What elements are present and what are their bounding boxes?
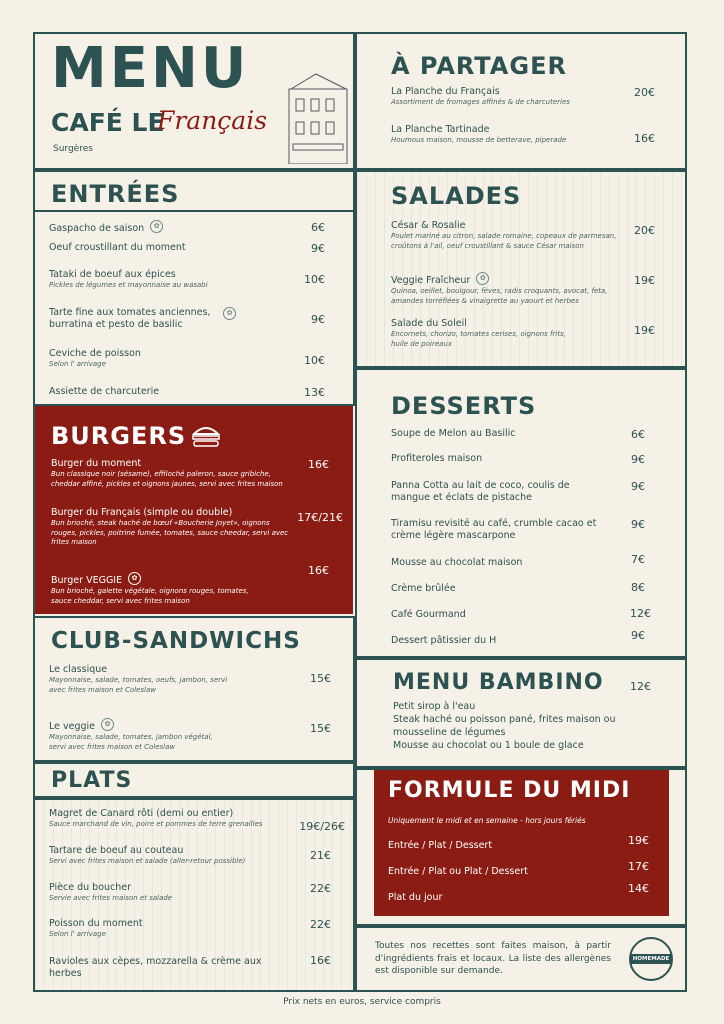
item-name: Crème brûlée (391, 583, 456, 594)
list-item (49, 956, 331, 980)
item-price: 22€ (310, 882, 331, 895)
list-item (49, 918, 331, 940)
item-desc: Mayonnaise, salade, tomates, oeufs, jambon, servi avec frites maison et Coleslaw (49, 676, 228, 694)
item-price: 7€ (631, 553, 645, 566)
cafe-name: CAFÉ LE (51, 108, 165, 137)
item-desc: Selon l' arrivage (49, 930, 106, 938)
item-name: Entrée / Plat ou Plat / Dessert (388, 866, 528, 877)
item-name: Dessert pâtissier du H (391, 635, 497, 646)
list-item (51, 564, 329, 606)
list-item (49, 307, 325, 331)
list-item (49, 216, 325, 235)
list-item (391, 480, 645, 504)
item-name: Ceviche de poisson (49, 348, 141, 359)
burgers-title: BURGERS (51, 422, 187, 450)
item-name: Pièce du boucher (49, 882, 132, 893)
item-desc: Assortiment de fromages affinés & de charcuteries (391, 98, 570, 106)
item-price: 15€ (310, 672, 331, 685)
item-price: 9€ (631, 629, 645, 642)
item-price: 9€ (631, 518, 645, 531)
formule-subtitle: Uniquement le midi et en semaine - hors jours fériés (388, 816, 586, 825)
plats-header-box (33, 762, 355, 798)
item-price: 9€ (311, 313, 325, 326)
veggie-icon: ✿ (476, 272, 489, 285)
item-name: Veggie Fraîcheur (391, 275, 471, 286)
burgers-box (35, 406, 353, 614)
item-name: Burger VEGGIE (51, 575, 123, 586)
desserts-title: DESSERTS (391, 392, 537, 420)
list-item (49, 269, 325, 291)
item-price: 16€ (310, 954, 331, 967)
item-name: Profiteroles maison (391, 453, 483, 464)
item-desc: Houmous maison, mousse de betterave, piperade (391, 136, 567, 144)
item-name: Mousse au chocolat maison (391, 557, 523, 568)
item-name: Burger du Français (simple ou double) (51, 507, 233, 518)
item-price: 10€ (304, 273, 325, 286)
list-item (388, 860, 649, 878)
item-price: 20€ (634, 86, 655, 99)
item-price: 9€ (631, 453, 645, 466)
item-name: Tarte fine aux tomates anciennes, burratina et pesto de basilic (49, 307, 211, 330)
veggie-icon: ✿ (150, 220, 163, 233)
item-desc: Servi avec frites maison et salade (aller-retour possible) (49, 857, 246, 865)
partager-box (355, 32, 687, 170)
item-price: 9€ (311, 242, 325, 255)
item-name: Café Gourmand (391, 609, 466, 620)
item-price: 19€/26€ (299, 820, 345, 833)
veggie-icon: ✿ (128, 572, 141, 585)
bambino-line: Steak haché ou poisson pané, frites maison ou mousseline de légumes (393, 714, 616, 738)
homemade-badge (629, 937, 673, 981)
veggie-icon: ✿ (223, 307, 236, 320)
salades-title: SALADES (391, 182, 522, 210)
item-price: 8€ (631, 581, 645, 594)
bambino-line: Petit sirop à l'eau (393, 701, 476, 712)
desserts-box (355, 368, 687, 658)
item-desc: Quinoa, oeillet, boulgour, fèves, radis croquants, avocat, feta, amandes torréfiées & vinaigrette au yaourt et herbes (391, 287, 608, 305)
item-name: Salade du Soleil (391, 318, 467, 329)
list-item (391, 609, 651, 621)
town-name: Surgères (53, 144, 93, 154)
item-name: Tartare de boeuf au couteau (49, 845, 184, 856)
list-item (391, 428, 645, 440)
item-price: 14€ (628, 882, 649, 895)
item-desc: Bun brioché, galette végétale, oignons rouges, tomates, sauce cheddar, servi avec frites maison (51, 587, 249, 605)
note-box (355, 926, 687, 992)
building-icon (281, 64, 351, 164)
item-name: Plat du jour (388, 892, 443, 903)
item-name: Le veggie (49, 721, 96, 732)
list-item (49, 845, 331, 867)
item-price: 13€ (304, 386, 325, 399)
item-desc: Sauce marchand de vin, poire et pommes de terre grenailles (49, 820, 263, 828)
item-price: 9€ (631, 480, 645, 493)
list-item (49, 242, 325, 254)
item-name: Gaspacho de saison (49, 223, 145, 234)
bambino-title: MENU BAMBINO (393, 670, 604, 695)
list-item (49, 386, 325, 398)
club-title: CLUB-SANDWICHS (51, 628, 301, 654)
item-name: Oeuf croustillant du moment (49, 242, 186, 253)
item-price: 19€ (628, 834, 649, 847)
item-price: 10€ (304, 354, 325, 367)
item-desc: Servie avec frites maison et salade (49, 894, 173, 902)
bambino-price: 12€ (630, 680, 651, 693)
item-desc: Selon l' arrivage (49, 360, 106, 368)
item-name: Soupe de Melon au Basilic (391, 428, 516, 439)
item-name: Entrée / Plat / Dessert (388, 840, 493, 851)
item-name: Ravioles aux cèpes, mozzarella & crème aux herbes (49, 956, 262, 979)
item-name: Panna Cotta au lait de coco, coulis de mangue et éclats de pistache (391, 480, 570, 503)
plats-title: PLATS (51, 768, 133, 793)
item-price: 12€ (630, 607, 651, 620)
list-item (391, 124, 655, 146)
item-name: Poisson du moment (49, 918, 143, 929)
header-box (33, 32, 355, 170)
list-item (49, 714, 331, 752)
item-price: 22€ (310, 918, 331, 931)
list-item (391, 553, 645, 569)
item-price: 6€ (631, 428, 645, 441)
formule-title: FORMULE DU MIDI (388, 778, 631, 803)
list-item (391, 220, 655, 251)
item-name: Tataki de boeuf aux épices (49, 269, 176, 280)
list-item (391, 268, 655, 306)
list-item (391, 583, 645, 595)
item-desc: Encornets, chorizo, tomates cerises, oignons frits, huile de poireaux (391, 330, 566, 348)
list-item (49, 348, 325, 370)
item-name: Burger du moment (51, 458, 142, 469)
list-item (391, 629, 645, 647)
veggie-icon: ✿ (101, 718, 114, 731)
item-desc: Poulet mariné au citron, salade romaine, copeaux de parmesan, croûtons à l'ail, oeuf croustillant & sauce César maison (391, 232, 617, 250)
plats-box (33, 798, 355, 992)
list-item (391, 318, 655, 349)
list-item (391, 518, 645, 542)
menu-title: MENU (51, 36, 250, 101)
item-price: 17€/21€ (297, 511, 343, 524)
item-desc: Mayonnaise, salade, tomates, jambon végétal, servi avec frites maison et Coleslaw (49, 733, 213, 751)
item-price: 19€ (634, 324, 655, 337)
item-price: 21€ (310, 849, 331, 862)
item-price: 16€ (308, 564, 329, 577)
formule-box (374, 770, 669, 916)
item-desc: Pickles de légumes et mayonnaise au wasabi (49, 281, 208, 289)
item-desc: Bun brioché, steak haché de bœuf «Boucherie Joyet», oignons rouges, pickles, poitrine fumée, tomates, sauce cheedar, servi avec frites maison (51, 519, 289, 546)
salades-box (355, 170, 687, 368)
list-item (391, 453, 645, 465)
burger-icon (191, 424, 221, 448)
entrees-title: ENTRÉES (51, 180, 180, 208)
item-price: 19€ (634, 274, 655, 287)
item-name: Assiette de charcuterie (49, 386, 160, 397)
item-name: Tiramisu revisité au café, crumble cacao et crème légère mascarpone (391, 518, 597, 541)
list-item (391, 86, 655, 108)
item-price: 16€ (634, 132, 655, 145)
item-desc: Bun classique noir (sésame), effiloché paleron, sauce gribiche, cheddar affiné, pickles et oignons jaunes, servi avec frites maison (51, 470, 283, 488)
bambino-line: Mousse au chocolat ou 1 boule de glace (393, 740, 584, 751)
bambino-box (355, 658, 687, 768)
item-price: 15€ (310, 722, 331, 735)
homemade-label: HOMEMADE (630, 954, 673, 964)
list-item (51, 507, 343, 548)
note-text: Toutes nos recettes sont faites maison, à partir d'ingrédients frais et locaux. La liste des allergènes est disponible sur demande. (375, 941, 611, 976)
item-price: 20€ (634, 224, 655, 237)
list-item (388, 834, 649, 852)
item-price: 6€ (311, 221, 325, 234)
item-price: 17€ (628, 860, 649, 873)
entrees-box (33, 170, 355, 406)
list-item (388, 882, 649, 904)
item-name: Magret de Canard rôti (demi ou entier) (49, 808, 234, 819)
item-price: 16€ (308, 458, 329, 471)
cafe-francais: Français (157, 106, 268, 135)
footer-text: Prix nets en euros, service compris (283, 997, 441, 1007)
list-item (49, 808, 345, 833)
item-name: César & Rosalie (391, 220, 466, 231)
club-box (33, 616, 355, 762)
partager-title: À PARTAGER (391, 52, 567, 80)
list-item (49, 882, 331, 904)
item-name: La Planche Tartinade (391, 124, 490, 135)
item-name: La Planche du Français (391, 86, 500, 97)
list-item (51, 458, 329, 489)
item-name: Le classique (49, 664, 108, 675)
list-item (49, 664, 331, 695)
